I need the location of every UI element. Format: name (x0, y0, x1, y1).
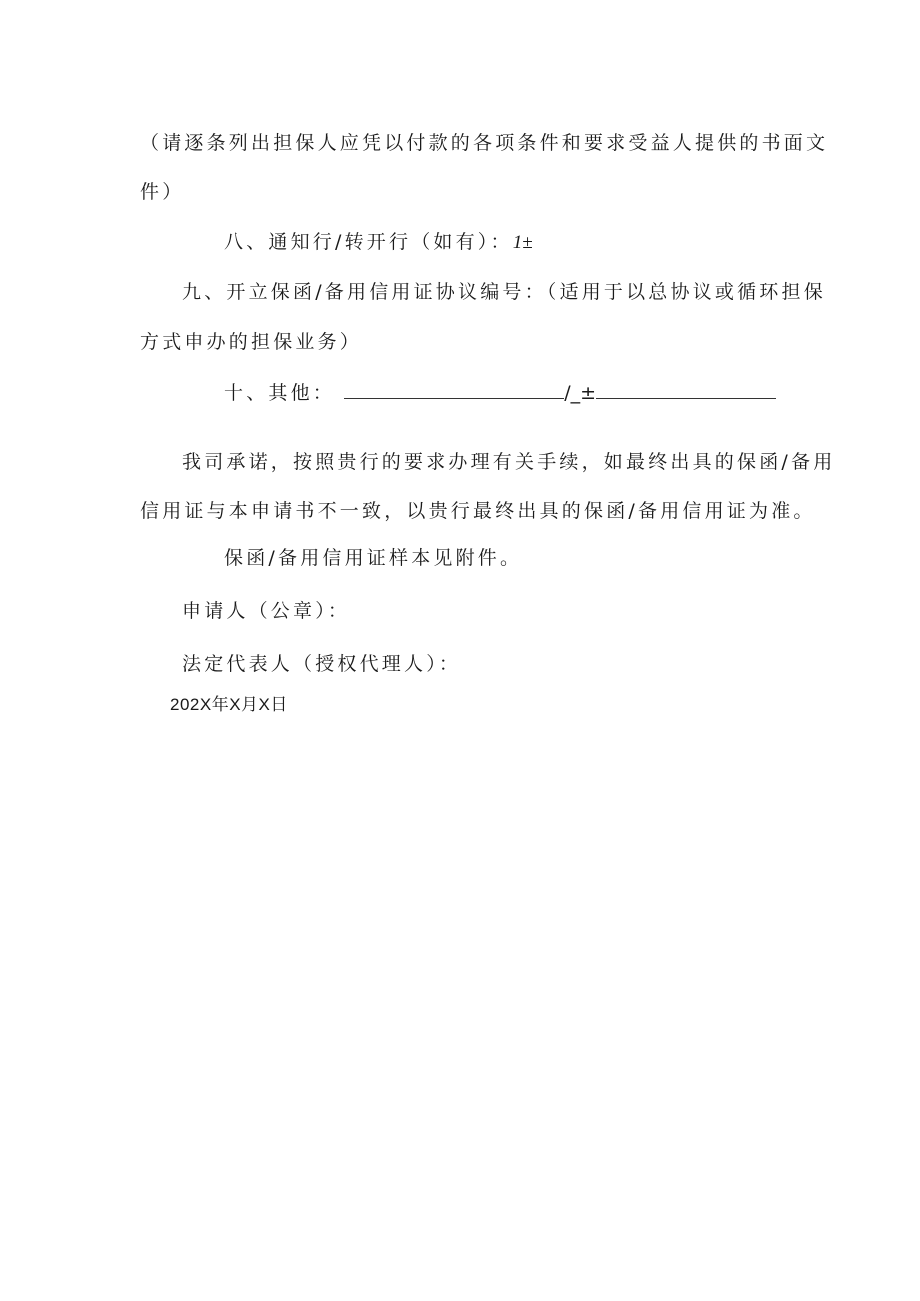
legal-representative-label: 法定代表人（授权代理人）： (182, 653, 462, 675)
payment-conditions-note: （请逐条列出担保人应凭以付款的各项条件和要求受益人提供的书面文 (140, 132, 829, 154)
agreement-number-item-continued: 方式申办的担保业务） (140, 331, 363, 353)
advising-bank-item (224, 230, 533, 255)
commitment-paragraph-continued: 信用证与本申请书不一致，以贵行最终出具的保函/备用信用证为准。 (140, 500, 816, 522)
commitment-paragraph: 我司承诺，按照贵行的要求办理有关手续，如最终出具的保函/备用 (182, 451, 836, 473)
document-date: 202X年X月X日 (170, 695, 288, 714)
agreement-number-item: 九、开立保函/备用信用证协议编号：（适用于以总协议或循环担保 (182, 281, 826, 303)
advising-bank-value: 1± (512, 232, 533, 253)
payment-conditions-note-continued: 件） (140, 181, 185, 203)
other-label: 十、其他： (224, 382, 336, 404)
other-blank-line-2 (596, 380, 776, 399)
applicant-seal-label: 申请人（公章）： (182, 600, 351, 622)
other-item (224, 380, 776, 405)
other-blank-line-1 (344, 380, 564, 399)
advising-bank-label: 八、通知行/转开行（如有）： (224, 231, 513, 253)
attachment-note: 保函/备用信用证样本见附件。 (224, 547, 523, 569)
other-separator: /_± (564, 382, 597, 404)
